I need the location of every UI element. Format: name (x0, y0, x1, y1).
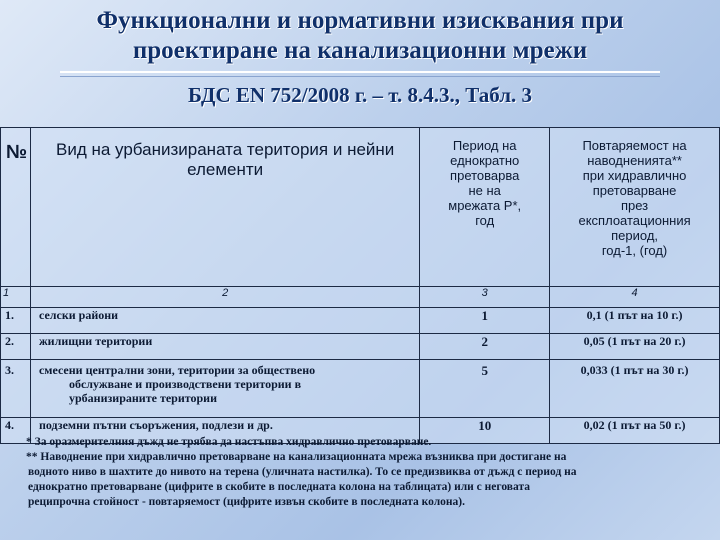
repeatability-value: 0,02 (1 път на 50 г.) (550, 418, 720, 444)
period-value: 5 (420, 360, 550, 418)
table-header-row (1, 128, 720, 287)
territory-kind: жилищни територии (30, 334, 419, 360)
title-line-2: проектиране на канализационни мрежи (132, 37, 588, 64)
header-period-line: претоварва (450, 168, 520, 183)
period-value: 1 (420, 308, 550, 334)
header-repeat-line: претоварване (592, 183, 677, 198)
header-repeat-line: Повтаряемост на (582, 138, 687, 153)
header-territory-kind: Вид на урбанизираната територия и нейни елементи (30, 128, 419, 287)
column-number-row (1, 287, 720, 308)
header-repeat-line: наводненията** (587, 153, 682, 168)
header-repeat-line: период, (611, 228, 659, 243)
header-repeat-line: год-1, (год) (601, 243, 668, 258)
table-row (1, 360, 720, 418)
repeatability-value: 0,05 (1 път на 20 г.) (550, 334, 720, 360)
territory-kind-line: урбанизираните територии (68, 391, 217, 405)
header-period (420, 128, 550, 287)
header-repeat-line: през (620, 198, 649, 213)
column-number: 1 (1, 287, 31, 308)
column-number: 4 (550, 287, 720, 308)
slide-title (20, 6, 700, 66)
header-period-line: год (475, 213, 495, 228)
footnote-2: ** Наводнение при хидравлично претоварване на канализационната мрежа възниква при достигане на (26, 451, 567, 463)
header-repeat-line: при хидравлично (582, 168, 687, 183)
repeatability-value: 0,033 (1 път на 30 г.) (550, 360, 720, 418)
header-period-line: мрежата Р*, (448, 198, 522, 213)
row-number: 3. (1, 360, 31, 418)
footnote-2-cont: еднократно претоварване (цифрите в скобите в последната колона на таблицата) или с неговата (28, 481, 530, 493)
title-divider (60, 71, 660, 77)
requirements-table (0, 127, 720, 444)
territory-kind: селски райони (30, 308, 419, 334)
period-value: 10 (420, 418, 550, 444)
territory-kind (30, 360, 419, 418)
territory-kind: подземни пътни съоръжения, подлези и др. (30, 418, 419, 444)
title-line-1: Функционални и нормативни изисквания при (96, 7, 624, 34)
repeatability-value: 0,1 (1 път на 10 г.) (550, 308, 720, 334)
row-number: 2. (1, 334, 31, 360)
table-row (1, 308, 720, 334)
header-period-line: еднократно (450, 153, 520, 168)
footnote-2-cont: водното ниво в шахтите до нивото на терена (уличната настилка). То се предизвиква от дъжд с период на (28, 466, 577, 478)
standard-reference: БДС EN 752/2008 г. – т. 8.4.3., Табл. 3 (187, 83, 533, 107)
footnote-1: * За оразмерителния дъжд не трябва да настъпва хидравлично претоварване. (26, 436, 432, 448)
column-number: 2 (30, 287, 419, 308)
row-number: 4. (1, 418, 31, 444)
territory-kind-line: обслужване и производствени територии в (68, 377, 302, 391)
header-repeat-line: експлоатационния (578, 213, 691, 228)
table-row (1, 334, 720, 360)
footnotes (26, 435, 716, 510)
header-no: № (1, 128, 31, 287)
footnote-2-cont: реципрочна стойност - повтаряемост (цифрите извън скобите в последната колона). (28, 496, 466, 508)
column-number: 3 (420, 287, 550, 308)
header-period-line: Период на (452, 138, 517, 153)
period-value: 2 (420, 334, 550, 360)
row-number: 1. (1, 308, 31, 334)
territory-kind-line: смесени централни зони, територии за обществено (38, 363, 316, 377)
header-period-line: не на (468, 183, 501, 198)
header-repeatability (550, 128, 720, 287)
